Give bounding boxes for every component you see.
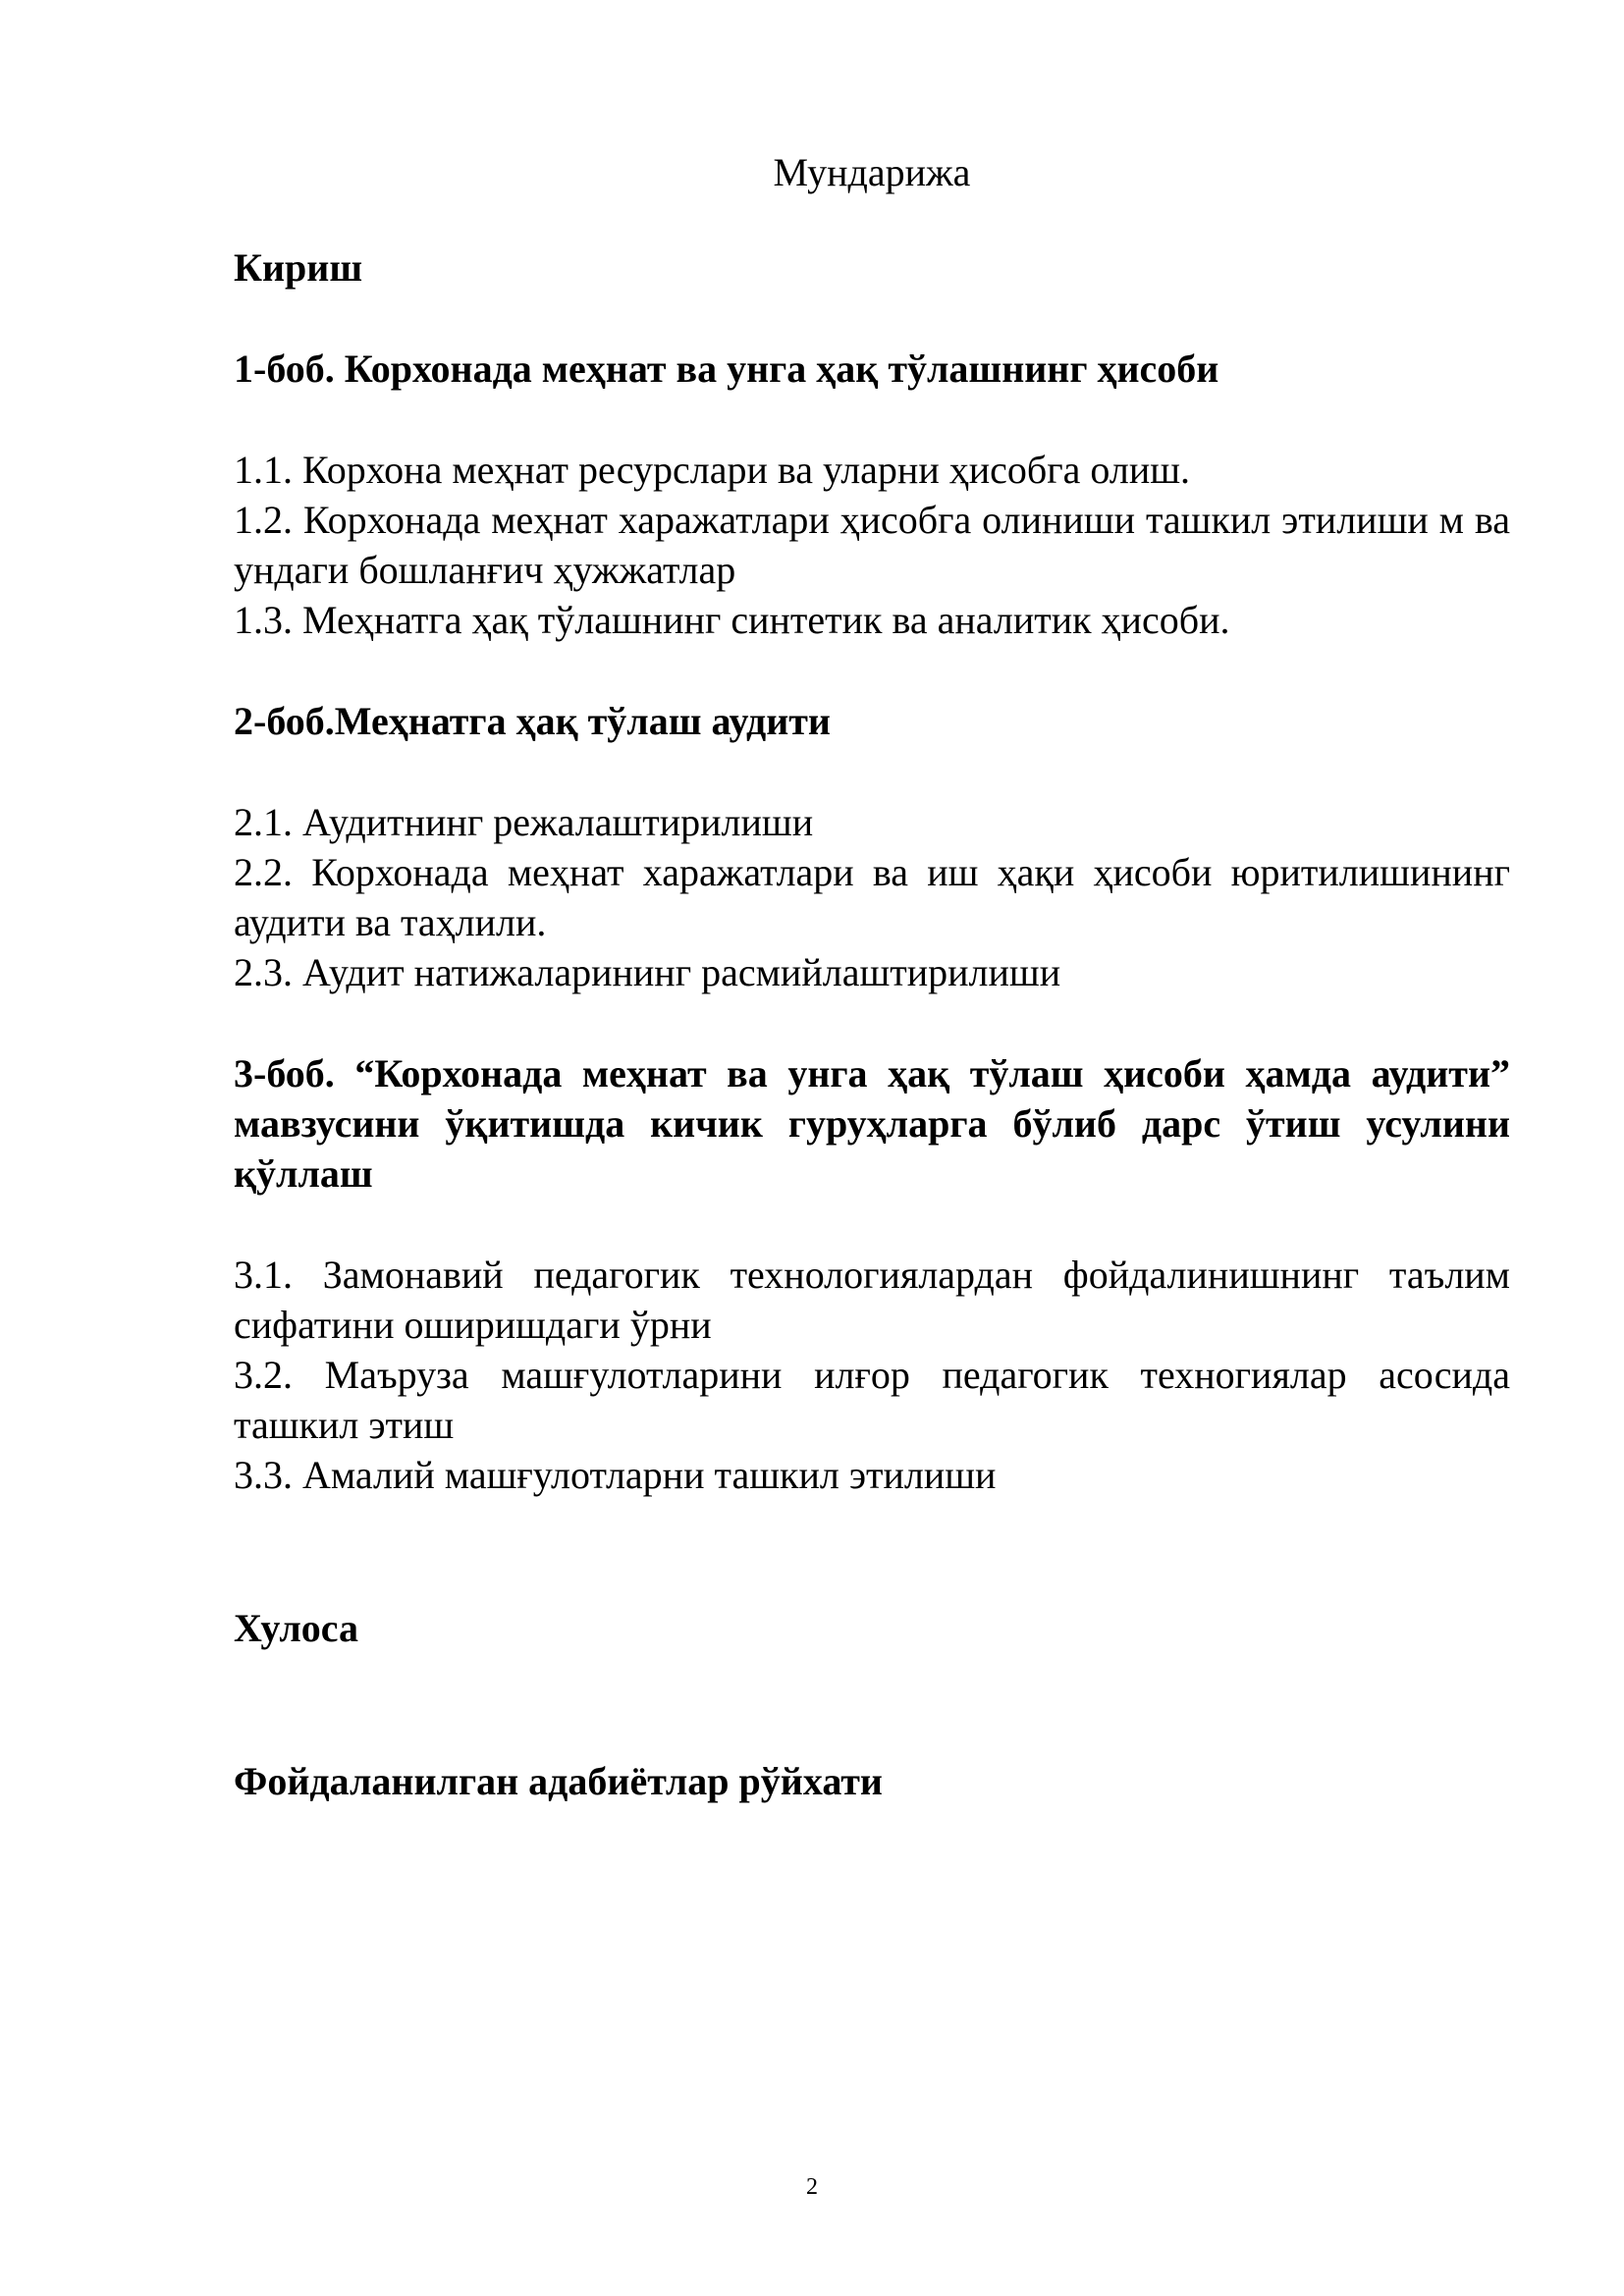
toc-item-1-3: 1.3. Меҳнатга ҳақ тўлашнинг синтетик ва аналитик ҳисоби. (234, 598, 1230, 642)
toc-conclusion: Хулоса (234, 1606, 359, 1650)
toc-references: Фойдаланилган адабиётлар рўйхати (234, 1759, 883, 1803)
toc-item-1-2: 1.2. Корхонада меҳнат харажатлари ҳисобга олиниши ташкил этилиши м ва ундаги бошланғич ҳужжатлар (234, 498, 1510, 592)
table-of-contents (234, 147, 1510, 1806)
page-number: 2 (806, 2174, 818, 2200)
chapter1-heading: 1-боб. Корхонада меҳнат ва унга ҳақ тўлашнинг ҳисоби (234, 347, 1219, 391)
spacer (234, 1500, 1510, 1603)
spacer (234, 1199, 1510, 1250)
spacer (234, 293, 1510, 344)
toc-item-3-3: 3.3. Амалий машғулотларни ташкил этилиши (234, 1453, 997, 1497)
spacer (234, 394, 1510, 445)
chapter3-heading: 3-боб. “Корхонада меҳнат ва унга ҳақ тўлаш ҳисоби ҳамда аудити” мавзусини ўқитишда кичик гуруҳларга бўлиб дарс ўтиш усулини қўллаш (234, 1051, 1510, 1196)
chapter2-heading: 2-боб.Меҳнатга ҳақ тўлаш аудити (234, 699, 831, 743)
toc-item-2-2: 2.2. Корхонада меҳнат харажатлари ва иш ҳақи ҳисоби юритилишининг аудити ва таҳлили. (234, 850, 1510, 944)
spacer (234, 1653, 1510, 1756)
toc-title: Мундарижа (773, 150, 971, 194)
toc-item-2-3: 2.3. Аудит натижаларининг расмийлаштирилиши (234, 950, 1061, 994)
toc-item-1-1: 1.1. Корхона меҳнат ресурслари ва уларни ҳисобга олиш. (234, 448, 1191, 492)
toc-item-3-1: 3.1. Замонавий педагогик технологиялардан фойдалинишнинг таълим сифатини оширишдаги ўрни (234, 1253, 1510, 1347)
toc-item-3-2: 3.2. Маъруза машғулотларини илғор педагогик техногиялар асосида ташкил этиш (234, 1353, 1510, 1447)
spacer (234, 997, 1510, 1048)
spacer (234, 746, 1510, 797)
spacer (234, 645, 1510, 696)
toc-item-2-1: 2.1. Аудитнинг режалаштирилиши (234, 800, 814, 844)
toc-intro: Кириш (234, 245, 363, 290)
